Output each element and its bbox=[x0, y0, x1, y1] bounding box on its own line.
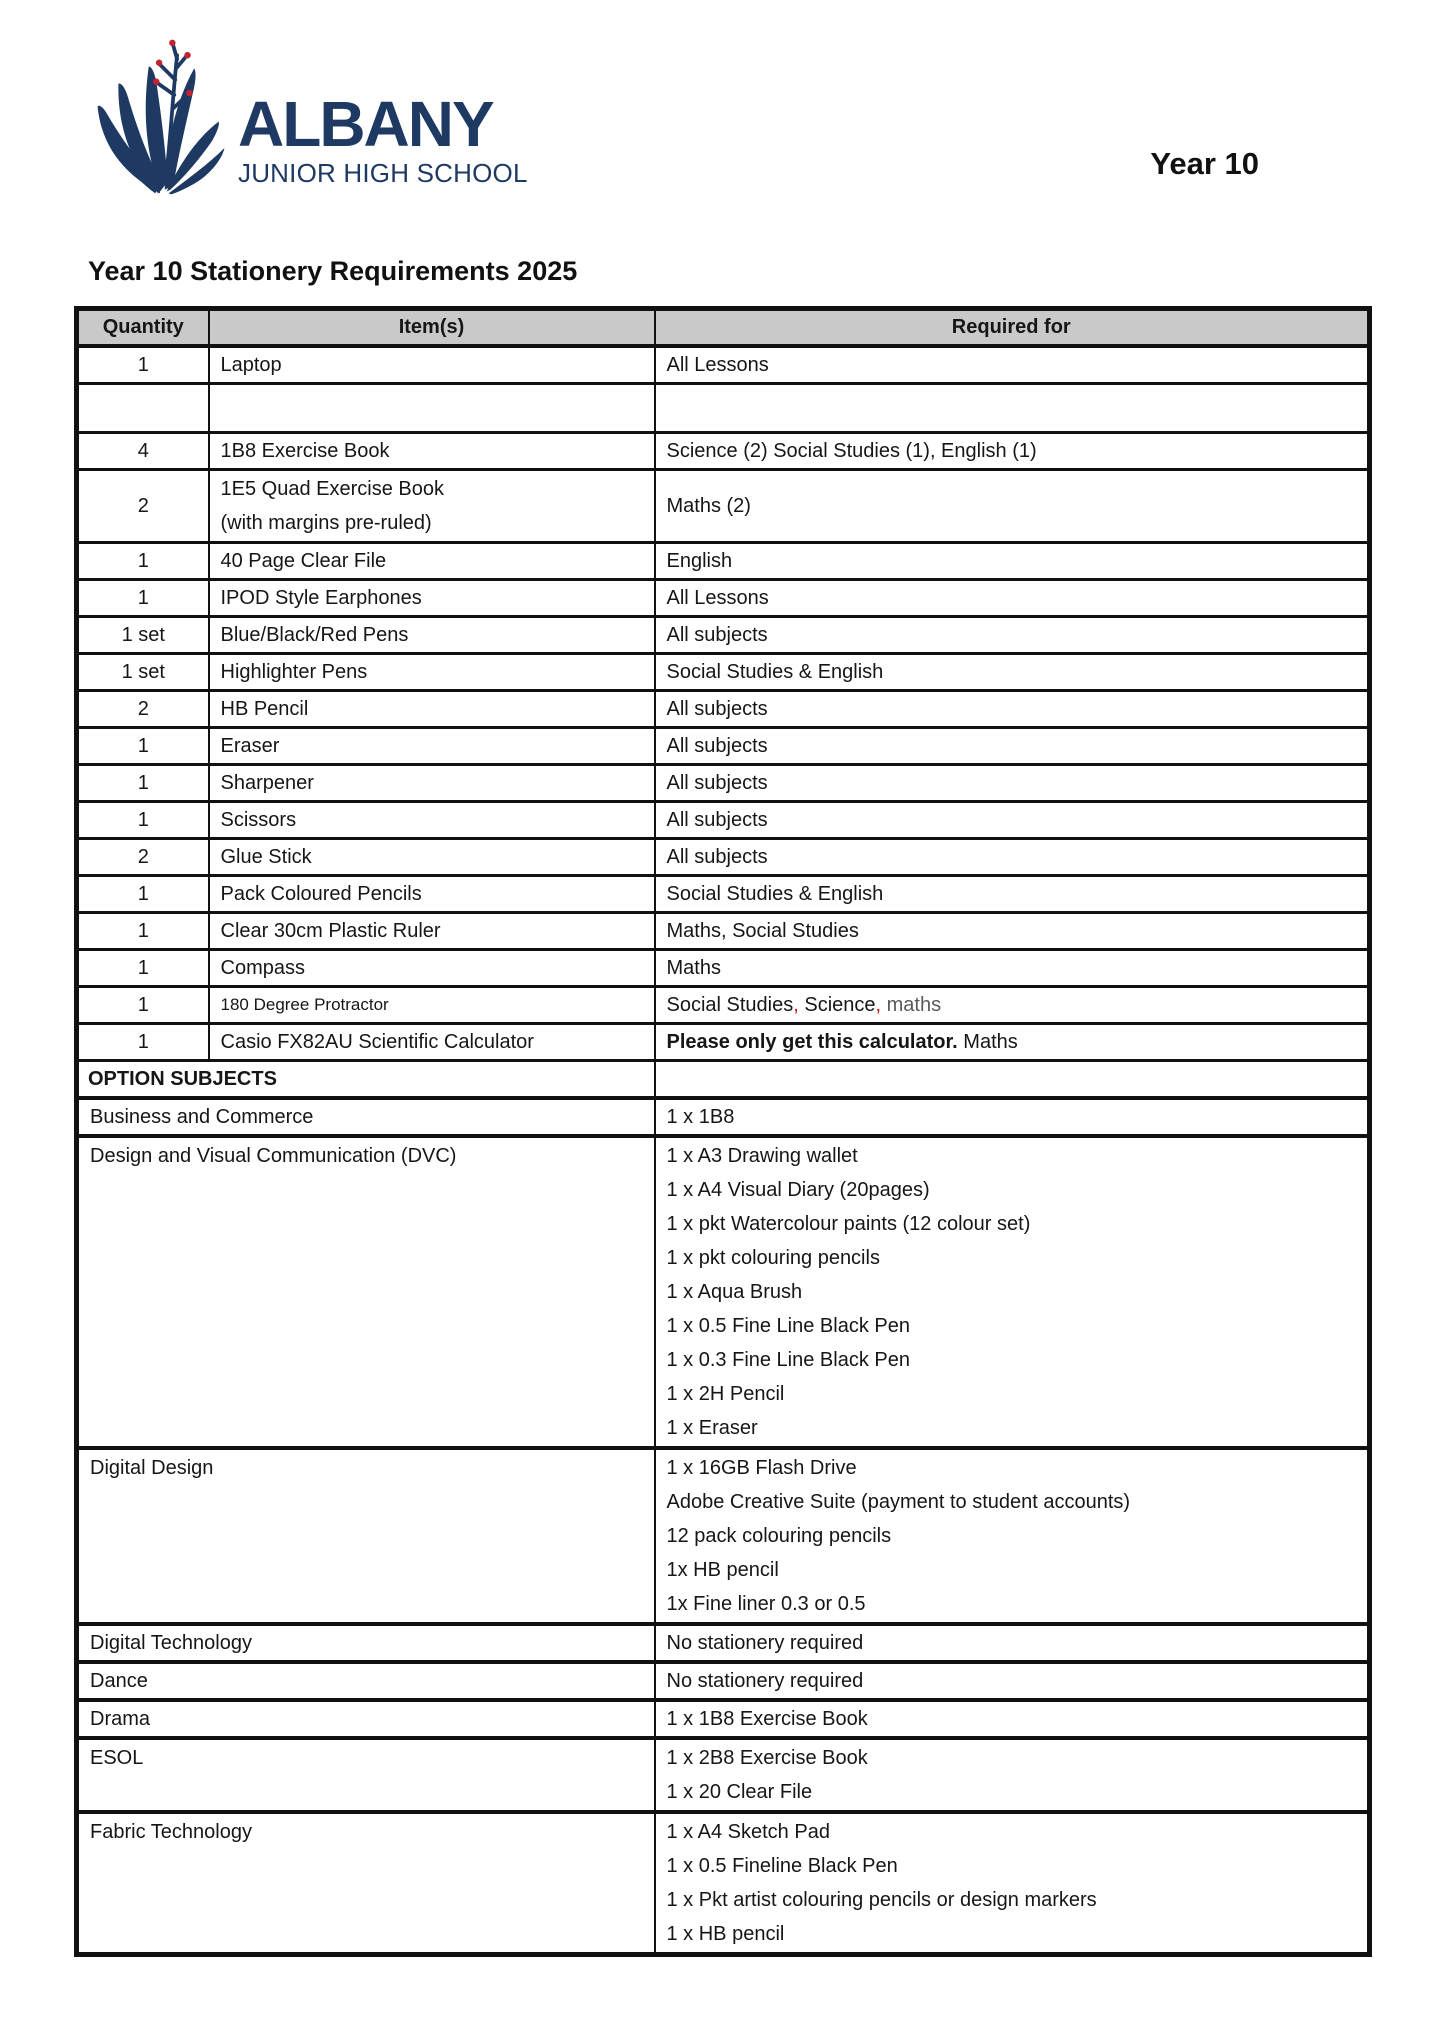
cell-line: HB Pencil bbox=[220, 698, 309, 720]
required-cell bbox=[655, 580, 1370, 617]
table-row bbox=[77, 617, 1370, 654]
cell-line: Blue/Black/Red Pens bbox=[220, 624, 409, 646]
subject-cell bbox=[77, 1662, 655, 1700]
school-logo bbox=[90, 26, 528, 198]
cell-line: 1 x HB pencil bbox=[666, 1923, 785, 1945]
item-cell bbox=[209, 384, 655, 433]
cell-line: 40 Page Clear File bbox=[220, 550, 387, 572]
cell-line: 1 x 2H Pencil bbox=[666, 1383, 785, 1405]
cell-line: 1 x 0.5 Fine Line Black Pen bbox=[666, 1315, 910, 1337]
subject-label: Digital Design bbox=[90, 1457, 214, 1479]
table-row bbox=[77, 913, 1370, 950]
cell-line: 1E5 Quad Exercise Book bbox=[220, 478, 444, 500]
required-cell bbox=[655, 1098, 1370, 1136]
item-cell bbox=[209, 346, 655, 384]
required-text-segment: All subjects bbox=[666, 809, 768, 831]
cell-line: 1 x 0.5 Fineline Black Pen bbox=[666, 1855, 898, 1877]
subject-label: Business and Commerce bbox=[90, 1106, 314, 1128]
table-row bbox=[77, 728, 1370, 765]
spacer-row bbox=[77, 384, 1370, 433]
cell-line: 1 x 16GB Flash Drive bbox=[666, 1457, 857, 1479]
option-subject-row bbox=[77, 1098, 1370, 1136]
cell-line: 1 x 1B8 bbox=[666, 1106, 735, 1128]
required-text-segment: All subjects bbox=[666, 772, 768, 794]
option-subject-row bbox=[77, 1448, 1370, 1624]
required-text-segment: , bbox=[793, 994, 799, 1016]
required-cell bbox=[655, 346, 1370, 384]
required-text-segment: All subjects bbox=[666, 846, 768, 868]
required-text-segment: All subjects bbox=[666, 624, 768, 646]
required-text-segment: All Lessons bbox=[666, 354, 769, 376]
item-cell bbox=[209, 470, 655, 543]
required-text-segment: All Lessons bbox=[666, 587, 769, 609]
item-cell bbox=[209, 543, 655, 580]
subject-label: Fabric Technology bbox=[90, 1821, 252, 1843]
quantity-cell: 1 bbox=[77, 913, 209, 950]
logo-title: ALBANY bbox=[238, 88, 493, 160]
subject-cell bbox=[77, 1738, 655, 1812]
table-row bbox=[77, 802, 1370, 839]
quantity-cell: 1 bbox=[77, 876, 209, 913]
option-subject-row bbox=[77, 1662, 1370, 1700]
item-cell bbox=[209, 876, 655, 913]
required-text-segment: Science (2) Social Studies (1), English (1) bbox=[666, 440, 1037, 462]
item-cell bbox=[209, 802, 655, 839]
required-cell bbox=[655, 1448, 1370, 1624]
stationery-table bbox=[74, 306, 1372, 1957]
cell-line: Laptop bbox=[220, 354, 282, 376]
required-cell bbox=[655, 470, 1370, 543]
cell-line: 1 x 0.3 Fine Line Black Pen bbox=[666, 1349, 910, 1371]
quantity-cell: 2 bbox=[77, 470, 209, 543]
cell-line: 1 x 2B8 Exercise Book bbox=[666, 1747, 868, 1769]
cell-line: IPOD Style Earphones bbox=[220, 587, 422, 609]
table-row bbox=[77, 654, 1370, 691]
required-text-segment: Maths, Social Studies bbox=[666, 920, 859, 942]
item-cell bbox=[209, 839, 655, 876]
quantity-cell: 4 bbox=[77, 433, 209, 470]
subject-cell bbox=[77, 1098, 655, 1136]
table-row bbox=[77, 543, 1370, 580]
option-subjects-header-cell: OPTION SUBJECTS bbox=[77, 1061, 655, 1099]
cell-line: (with margins pre-ruled) bbox=[220, 512, 432, 534]
cell-line: No stationery required bbox=[666, 1632, 864, 1654]
cell-line: Glue Stick bbox=[220, 846, 312, 868]
table-row bbox=[77, 470, 1370, 543]
cell-line: 1 x pkt Watercolour paints (12 colour set) bbox=[666, 1213, 1031, 1235]
required-cell bbox=[655, 987, 1370, 1024]
quantity-cell: 1 bbox=[77, 346, 209, 384]
col-header-quantity: Quantity bbox=[77, 309, 209, 347]
required-cell bbox=[655, 876, 1370, 913]
item-cell bbox=[209, 617, 655, 654]
item-cell bbox=[209, 1024, 655, 1061]
table-row bbox=[77, 691, 1370, 728]
quantity-cell: 1 bbox=[77, 987, 209, 1024]
required-cell bbox=[655, 1024, 1370, 1061]
year-label: Year 10 bbox=[1150, 146, 1259, 181]
table-row bbox=[77, 765, 1370, 802]
required-cell bbox=[655, 839, 1370, 876]
subject-cell bbox=[77, 1812, 655, 1955]
subject-label: Digital Technology bbox=[90, 1632, 252, 1654]
required-text-segment: Social Studies & English bbox=[666, 883, 884, 905]
required-text-segment: Social Studies & English bbox=[666, 661, 884, 683]
quantity-cell: 2 bbox=[77, 839, 209, 876]
subject-cell bbox=[77, 1700, 655, 1738]
required-cell bbox=[655, 1662, 1370, 1700]
required-text-segment: All subjects bbox=[666, 698, 768, 720]
required-text-segment: English bbox=[666, 550, 733, 572]
table-row bbox=[77, 346, 1370, 384]
cell-line: 1 x pkt colouring pencils bbox=[666, 1247, 880, 1269]
cell-line: 1 x 1B8 Exercise Book bbox=[666, 1708, 868, 1730]
table-row bbox=[77, 987, 1370, 1024]
quantity-cell: 1 bbox=[77, 580, 209, 617]
cell-line: 1x HB pencil bbox=[666, 1559, 779, 1581]
table-row bbox=[77, 839, 1370, 876]
subject-label: Dance bbox=[90, 1670, 148, 1692]
required-text-segment: , bbox=[875, 994, 882, 1016]
required-text-segment: Please only get this calculator. bbox=[666, 1031, 958, 1053]
item-cell bbox=[209, 580, 655, 617]
quantity-cell: 1 bbox=[77, 1024, 209, 1061]
table-row bbox=[77, 876, 1370, 913]
option-subject-row bbox=[77, 1700, 1370, 1738]
required-text-segment: Maths bbox=[957, 1031, 1018, 1053]
subject-label: Design and Visual Communication (DVC) bbox=[90, 1145, 457, 1167]
required-text-segment: maths bbox=[881, 994, 942, 1016]
required-cell bbox=[655, 691, 1370, 728]
item-cell bbox=[209, 950, 655, 987]
cell-line: 1 x A4 Sketch Pad bbox=[666, 1821, 830, 1843]
cell-line: Clear 30cm Plastic Ruler bbox=[220, 920, 441, 942]
flax-plant-icon bbox=[90, 26, 232, 198]
required-cell bbox=[655, 1061, 1370, 1099]
required-cell bbox=[655, 1136, 1370, 1448]
col-header-items: Item(s) bbox=[209, 309, 655, 347]
required-cell bbox=[655, 1812, 1370, 1955]
table-header-row bbox=[77, 309, 1370, 347]
item-cell bbox=[209, 728, 655, 765]
quantity-cell: 1 bbox=[77, 765, 209, 802]
table-row bbox=[77, 433, 1370, 470]
cell-line: Compass bbox=[220, 957, 305, 979]
logo-text bbox=[238, 26, 528, 186]
subject-cell bbox=[77, 1448, 655, 1624]
cell-line: Scissors bbox=[220, 809, 297, 831]
cell-line: 1 x A3 Drawing wallet bbox=[666, 1145, 858, 1167]
quantity-cell: 1 set bbox=[77, 617, 209, 654]
required-cell bbox=[655, 728, 1370, 765]
cell-line: Sharpener bbox=[220, 772, 314, 794]
required-cell bbox=[655, 1624, 1370, 1662]
required-text-segment: Social Studies bbox=[666, 994, 794, 1016]
required-cell bbox=[655, 654, 1370, 691]
cell-line: 12 pack colouring pencils bbox=[666, 1525, 892, 1547]
subject-label: ESOL bbox=[90, 1747, 144, 1769]
col-header-required-for: Required for bbox=[655, 309, 1370, 347]
required-text-segment: All subjects bbox=[666, 735, 768, 757]
cell-line: 1 x Eraser bbox=[666, 1417, 758, 1439]
option-subject-row bbox=[77, 1738, 1370, 1812]
cell-line: 180 Degree Protractor bbox=[220, 995, 389, 1014]
item-cell bbox=[209, 913, 655, 950]
required-cell bbox=[655, 384, 1370, 433]
item-cell bbox=[209, 691, 655, 728]
table-row bbox=[77, 580, 1370, 617]
page-title: Year 10 Stationery Requirements 2025 bbox=[88, 256, 578, 286]
required-cell bbox=[655, 543, 1370, 580]
required-text-segment: Maths bbox=[666, 957, 721, 979]
cell-line: 1 x Pkt artist colouring pencils or design markers bbox=[666, 1889, 1097, 1911]
option-subjects-header-row bbox=[77, 1061, 1370, 1099]
required-cell bbox=[655, 433, 1370, 470]
required-cell bbox=[655, 913, 1370, 950]
cell-line: Pack Coloured Pencils bbox=[220, 883, 422, 905]
cell-line: 1x Fine liner 0.3 or 0.5 bbox=[666, 1593, 866, 1615]
quantity-cell: 1 bbox=[77, 728, 209, 765]
required-cell bbox=[655, 1738, 1370, 1812]
required-cell bbox=[655, 765, 1370, 802]
quantity-cell: 1 set bbox=[77, 654, 209, 691]
subject-cell bbox=[77, 1624, 655, 1662]
cell-line: Eraser bbox=[220, 735, 280, 757]
table-row bbox=[77, 1024, 1370, 1061]
option-subject-row bbox=[77, 1624, 1370, 1662]
quantity-cell bbox=[77, 384, 209, 433]
quantity-cell: 1 bbox=[77, 950, 209, 987]
table-row bbox=[77, 950, 1370, 987]
item-cell bbox=[209, 765, 655, 802]
quantity-cell: 2 bbox=[77, 691, 209, 728]
required-cell bbox=[655, 617, 1370, 654]
option-subject-row bbox=[77, 1136, 1370, 1448]
required-text-segment: Maths (2) bbox=[666, 495, 751, 517]
required-cell bbox=[655, 950, 1370, 987]
cell-line: 1B8 Exercise Book bbox=[220, 440, 390, 462]
cell-line: Adobe Creative Suite (payment to student accounts) bbox=[666, 1491, 1131, 1513]
required-cell bbox=[655, 802, 1370, 839]
cell-line: 1 x 20 Clear File bbox=[666, 1781, 813, 1803]
required-text-segment: Science bbox=[798, 994, 876, 1016]
cell-line: Highlighter Pens bbox=[220, 661, 368, 683]
option-subject-row bbox=[77, 1812, 1370, 1955]
cell-line: 1 x A4 Visual Diary (20pages) bbox=[666, 1179, 930, 1201]
quantity-cell: 1 bbox=[77, 802, 209, 839]
item-cell bbox=[209, 654, 655, 691]
item-cell bbox=[209, 987, 655, 1024]
required-cell bbox=[655, 1700, 1370, 1738]
quantity-cell: 1 bbox=[77, 543, 209, 580]
logo-subtitle: JUNIOR HIGH SCHOOL bbox=[238, 158, 528, 188]
cell-line: No stationery required bbox=[666, 1670, 864, 1692]
item-cell bbox=[209, 433, 655, 470]
subject-label: Drama bbox=[90, 1708, 151, 1730]
cell-line: Casio FX82AU Scientific Calculator bbox=[220, 1031, 534, 1053]
subject-cell bbox=[77, 1136, 655, 1448]
cell-line: 1 x Aqua Brush bbox=[666, 1281, 803, 1303]
